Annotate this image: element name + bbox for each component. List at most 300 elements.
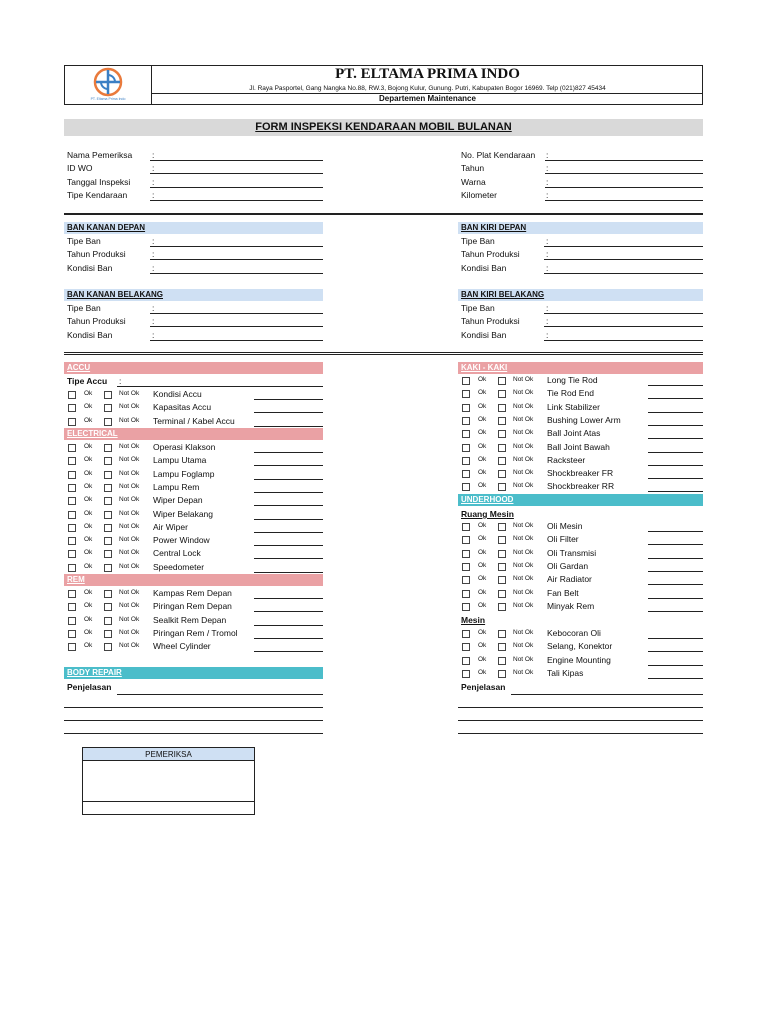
colon: : [546,176,549,187]
ok-checkbox[interactable] [68,511,76,519]
check-item-note[interactable] [648,398,703,399]
ok-checkbox[interactable] [68,391,76,399]
check-item-label: Kapasitas Accu [153,402,212,413]
not-ok-checkbox[interactable] [498,483,506,491]
check-item-label: Wiper Belakang [153,508,214,519]
check-item-note[interactable] [648,678,703,679]
not-ok-checkbox[interactable] [498,470,506,478]
tire-field-input[interactable] [150,273,323,274]
not-ok-checkbox[interactable] [498,590,506,598]
check-item-note[interactable] [648,531,703,532]
tire-field-label: Kondisi Ban [461,262,507,273]
ok-checkbox[interactable] [68,603,76,611]
check-item-note[interactable] [254,399,323,400]
ok-checkbox[interactable] [68,537,76,545]
ok-checkbox[interactable] [68,497,76,505]
ok-checkbox[interactable] [462,670,470,678]
check-item-note[interactable] [648,491,703,492]
kaki-section-title: KAKI - KAKI [458,362,703,374]
not-ok-checkbox[interactable] [104,537,112,545]
not-ok-label: Not Ok [513,376,534,383]
check-item-label: Engine Mounting [547,654,611,665]
not-ok-label: Not Ok [119,390,140,397]
check-item-note[interactable] [254,545,323,546]
ok-checkbox[interactable] [462,523,470,531]
check-item-note[interactable] [648,425,703,426]
check-item-note[interactable] [648,665,703,666]
check-item-note[interactable] [648,651,703,652]
ruang-mesin-label: Ruang Mesin [461,509,514,519]
check-item-note[interactable] [648,412,703,413]
check-item-label: Sealkit Rem Depan [153,614,227,625]
ok-label: Ok [84,589,93,596]
ok-label: Ok [84,615,93,623]
check-item-label: Air Wiper [153,521,188,532]
penjelasan-line[interactable] [64,720,323,721]
tire-field-label: Tahun Produksi [461,316,520,327]
tire-field-input[interactable] [150,326,323,327]
colon: : [152,236,155,246]
ok-label: Ok [84,642,93,650]
tire-field-input[interactable] [150,313,323,314]
not-ok-checkbox[interactable] [104,643,112,651]
form-title: FORM INSPEKSI KENDARAAN MOBIL BULANAN [64,119,703,136]
section-divider [64,352,703,355]
not-ok-label: Not Ok [513,402,534,410]
check-item-label: Kampas Rem Depan [153,588,232,598]
tire-field-label: Kondisi Ban [67,329,113,340]
check-item-note[interactable] [254,651,323,652]
info-left-field[interactable] [150,173,323,174]
check-item-note[interactable] [648,558,703,559]
tire-field-input[interactable] [150,259,323,260]
not-ok-checkbox[interactable] [498,390,506,398]
check-item-label: Wheel Cylinder [153,641,211,652]
ok-checkbox[interactable] [68,630,76,638]
info-right-label: No. Plat Kendaraan [461,150,536,160]
ok-label: Ok [84,509,93,517]
department-name: Departemen Maintenance [379,94,476,103]
not-ok-checkbox[interactable] [498,377,506,385]
penjelasan-line[interactable] [64,707,323,708]
tire-field-label: Kondisi Ban [461,329,507,340]
ok-label: Ok [84,549,93,557]
check-item-note[interactable] [254,505,323,506]
penjelasan-line[interactable] [458,707,703,708]
ok-label: Ok [84,390,93,397]
check-item-label: Shockbreaker FR [547,468,614,479]
check-item-note[interactable] [648,544,703,545]
check-item-label: Ball Joint Bawah [547,441,610,452]
ok-checkbox[interactable] [68,617,76,625]
ok-label: Ok [478,629,487,636]
ok-label: Ok [478,561,487,569]
ok-label: Ok [478,376,487,383]
not-ok-checkbox[interactable] [104,457,112,465]
rem-section-title: REM [64,574,323,586]
check-item-note[interactable] [254,638,323,639]
ok-label: Ok [478,442,487,450]
colon: : [546,189,549,200]
not-ok-label: Not Ok [119,509,140,517]
not-ok-checkbox[interactable] [498,444,506,452]
tipe-accu-field[interactable] [117,386,323,387]
not-ok-label: Not Ok [513,629,534,636]
penjelasan-line[interactable] [117,694,323,695]
check-item-note[interactable] [254,412,323,413]
not-ok-checkbox[interactable] [104,524,112,532]
ok-checkbox[interactable] [462,657,470,665]
ok-label: Ok [478,389,487,397]
check-item-note[interactable] [254,572,323,573]
colon: : [546,249,549,260]
info-right-label: Tahun [461,163,485,174]
not-ok-label: Not Ok [119,522,140,530]
colon: : [546,329,549,340]
not-ok-checkbox[interactable] [498,670,506,678]
check-item-note[interactable] [254,625,323,626]
ok-checkbox[interactable] [462,430,470,438]
check-item-note[interactable] [254,532,323,533]
ok-checkbox[interactable] [462,563,470,571]
check-item-label: Oli Mesin [547,521,583,531]
not-ok-checkbox[interactable] [498,643,506,651]
tire-field-input[interactable] [150,340,323,341]
check-item-note[interactable] [254,558,323,559]
check-item-note[interactable] [648,584,703,585]
check-item-note[interactable] [254,519,323,520]
not-ok-label: Not Ok [119,562,140,570]
ok-label: Ok [478,548,487,556]
info-right-field[interactable] [545,200,703,201]
ok-checkbox[interactable] [462,576,470,584]
not-ok-label: Not Ok [119,536,140,544]
penjelasan-line[interactable] [458,720,703,721]
ok-label: Ok [478,522,487,529]
tire-section-title: BAN KIRI BELAKANG [458,289,703,301]
ok-checkbox[interactable] [462,444,470,452]
not-ok-label: Not Ok [119,549,140,557]
penjelasan-line[interactable] [458,733,703,734]
penjelasan-line[interactable] [64,733,323,734]
colon: : [546,316,549,327]
ok-label: Ok [84,403,93,411]
ok-checkbox[interactable] [462,457,470,465]
ok-label: Ok [478,415,487,423]
tire-field-label: Tipe Ban [67,236,101,246]
ok-checkbox[interactable] [462,377,470,385]
check-item-note[interactable] [254,479,323,480]
ok-label: Ok [478,455,487,463]
check-item-note[interactable] [648,571,703,572]
body-repair-section-title: BODY REPAIR [64,667,323,679]
signature-title: PEMERIKSA [82,747,255,761]
not-ok-label: Not Ok [513,588,534,596]
accu-section-title: ACCU [64,362,323,374]
check-item-note[interactable] [648,452,703,453]
check-item-label: Ball Joint Atas [547,428,601,439]
check-item-label: Lampu Utama [153,455,207,466]
colon: : [546,236,549,246]
colon: : [152,316,155,327]
ok-label: Ok [84,602,93,610]
colon: : [152,329,155,340]
company-name: PT. ELTAMA PRIMA INDO [335,66,520,82]
ok-checkbox[interactable] [462,643,470,651]
ok-checkbox[interactable] [462,590,470,598]
not-ok-checkbox[interactable] [104,511,112,519]
check-item-label: Piringan Rem Depan [153,601,232,612]
not-ok-checkbox[interactable] [498,417,506,425]
check-item-label: Kondisi Accu [153,389,202,399]
ok-label: Ok [478,575,487,583]
check-item-label: Shockbreaker RR [547,481,615,492]
check-item-note[interactable] [648,598,703,599]
not-ok-checkbox[interactable] [498,630,506,638]
ok-label: Ok [478,482,487,490]
info-left-label: ID WO [67,163,93,174]
ok-label: Ok [84,628,93,636]
check-item-label: Bushing Lower Arm [547,414,621,425]
not-ok-checkbox[interactable] [104,603,112,611]
ok-label: Ok [478,588,487,596]
ok-checkbox[interactable] [462,603,470,611]
not-ok-checkbox[interactable] [498,657,506,665]
check-item-note[interactable] [254,465,323,466]
not-ok-checkbox[interactable] [498,603,506,611]
tire-section-title: BAN KANAN BELAKANG [64,289,323,301]
ok-checkbox[interactable] [68,457,76,465]
underhood-section-title: UNDERHOOD [458,494,703,506]
tire-field-input[interactable] [544,313,703,314]
not-ok-label: Not Ok [513,535,534,543]
info-right-field[interactable] [545,160,703,161]
ok-label: Ok [84,456,93,464]
ok-label: Ok [84,522,93,530]
check-item-note[interactable] [648,638,703,639]
ok-checkbox[interactable] [68,471,76,479]
ok-checkbox[interactable] [68,524,76,532]
not-ok-checkbox[interactable] [104,617,112,625]
ok-checkbox[interactable] [462,550,470,558]
check-item-label: Terminal / Kabel Accu [153,415,235,426]
check-item-label: Link Stabilizer [547,401,600,412]
check-item-label: Tie Rod End [547,388,594,399]
not-ok-label: Not Ok [119,615,140,623]
tire-field-input[interactable] [150,246,323,247]
not-ok-checkbox[interactable] [104,471,112,479]
check-item-note[interactable] [254,492,323,493]
section-divider [64,213,703,215]
not-ok-label: Not Ok [119,589,140,596]
check-item-label: Oli Gardan [547,560,589,571]
tire-field-label: Tipe Ban [67,303,101,313]
not-ok-checkbox[interactable] [104,497,112,505]
not-ok-checkbox[interactable] [498,550,506,558]
not-ok-label: Not Ok [513,522,534,529]
colon: : [546,150,549,160]
tire-field-label: Kondisi Ban [67,262,113,273]
penjelasan-line[interactable] [511,694,703,695]
check-item-note[interactable] [648,611,703,612]
check-item-note[interactable] [648,465,703,466]
not-ok-label: Not Ok [119,416,140,424]
tire-field-label: Tahun Produksi [67,249,126,260]
ok-label: Ok [478,429,487,437]
not-ok-label: Not Ok [119,642,140,650]
not-ok-checkbox[interactable] [104,404,112,412]
not-ok-label: Not Ok [513,655,534,663]
ok-label: Ok [478,601,487,609]
ok-label: Ok [478,535,487,543]
penjelasan-label: Penjelasan [67,682,112,692]
not-ok-label: Not Ok [513,668,534,676]
not-ok-checkbox[interactable] [104,590,112,598]
ok-checkbox[interactable] [68,484,76,492]
check-item-label: Oli Filter [547,534,579,545]
ok-label: Ok [84,482,93,490]
not-ok-label: Not Ok [119,456,140,464]
info-right-label: Warna [461,176,486,187]
ok-checkbox[interactable] [68,643,76,651]
penjelasan-label: Penjelasan [461,682,506,692]
not-ok-label: Not Ok [513,455,534,463]
tire-field-label: Tahun Produksi [461,249,520,260]
tire-field-input[interactable] [544,273,703,274]
ok-label: Ok [84,416,93,424]
colon: : [152,303,155,313]
not-ok-label: Not Ok [513,575,534,583]
check-item-label: Minyak Rem [547,600,595,611]
ok-checkbox[interactable] [462,470,470,478]
not-ok-label: Not Ok [119,443,140,450]
check-item-note[interactable] [648,385,703,386]
info-left-field[interactable] [150,200,323,201]
colon: : [152,262,155,273]
not-ok-checkbox[interactable] [498,430,506,438]
not-ok-checkbox[interactable] [104,444,112,452]
colon: : [152,163,155,174]
ok-checkbox[interactable] [462,630,470,638]
not-ok-checkbox[interactable] [498,563,506,571]
check-item-label: Power Window [153,535,210,546]
tire-field-input[interactable] [544,340,703,341]
colon: : [119,376,122,386]
tire-field-label: Tahun Produksi [67,316,126,327]
colon: : [546,262,549,273]
not-ok-label: Not Ok [513,389,534,397]
tipe-accu-label: Tipe Accu [67,376,108,386]
check-item-note[interactable] [648,438,703,439]
ok-label: Ok [478,402,487,410]
check-item-label: Wiper Depan [153,495,203,506]
info-right-field[interactable] [545,187,703,188]
check-item-note[interactable] [648,478,703,479]
not-ok-checkbox[interactable] [498,523,506,531]
info-left-field[interactable] [150,187,323,188]
company-address: Jl. Raya Pasportel, Gang Nangka No.88, RW.3, Bojong Kulur, Gunung. Putri, Kabupaten Bogor 16969. Telp (021)827 45434 [249,85,606,92]
check-item-note[interactable] [254,426,323,427]
not-ok-label: Not Ok [513,482,534,490]
ok-checkbox[interactable] [68,404,76,412]
not-ok-checkbox[interactable] [498,457,506,465]
check-item-label: Operasi Klakson [153,442,216,452]
ok-label: Ok [84,443,93,450]
not-ok-checkbox[interactable] [498,576,506,584]
not-ok-checkbox[interactable] [498,536,506,544]
check-item-label: Kebocoran Oli [547,628,601,638]
not-ok-checkbox[interactable] [104,630,112,638]
not-ok-label: Not Ok [119,482,140,490]
colon: : [152,249,155,260]
check-item-note[interactable] [254,611,323,612]
colon: : [152,176,155,187]
not-ok-label: Not Ok [513,601,534,609]
info-left-field[interactable] [150,160,323,161]
ok-checkbox[interactable] [462,536,470,544]
not-ok-label: Not Ok [513,548,534,556]
check-item-label: Lampu Foglamp [153,468,215,479]
check-item-note[interactable] [254,452,323,453]
check-item-label: Lampu Rem [153,481,200,492]
ok-label: Ok [84,496,93,504]
ok-checkbox[interactable] [68,550,76,558]
ok-checkbox[interactable] [462,404,470,412]
colon: : [152,189,155,200]
not-ok-label: Not Ok [513,429,534,437]
check-item-label: Fan Belt [547,587,579,598]
tire-section-title: BAN KANAN DEPAN [64,222,323,234]
not-ok-checkbox[interactable] [104,391,112,399]
not-ok-checkbox[interactable] [104,484,112,492]
not-ok-checkbox[interactable] [104,418,112,426]
not-ok-checkbox[interactable] [498,404,506,412]
not-ok-label: Not Ok [119,602,140,610]
not-ok-label: Not Ok [513,415,534,423]
check-item-label: Selang, Konektor [547,641,613,652]
check-item-label: Piringan Rem / Tromol [153,627,238,638]
electrical-section-title: ELECTRICAL [64,428,323,440]
check-item-label: Racksteer [547,454,586,465]
tire-field-label: Tipe Ban [461,236,495,246]
tire-field-input[interactable] [544,259,703,260]
ok-checkbox[interactable] [462,483,470,491]
check-item-label: Long Tie Rod [547,375,598,385]
ok-checkbox[interactable] [462,390,470,398]
colon: : [546,303,549,313]
ok-checkbox[interactable] [68,590,76,598]
ok-checkbox[interactable] [68,444,76,452]
not-ok-label: Not Ok [513,642,534,650]
info-right-field[interactable] [545,173,703,174]
not-ok-label: Not Ok [119,628,140,636]
check-item-label: Oli Transmisi [547,547,597,558]
ok-checkbox[interactable] [462,417,470,425]
ok-checkbox[interactable] [68,418,76,426]
not-ok-checkbox[interactable] [104,550,112,558]
not-ok-label: Not Ok [513,469,534,477]
check-item-label: Air Radiator [547,574,592,585]
not-ok-checkbox[interactable] [104,564,112,572]
tire-field-input[interactable] [544,326,703,327]
signature-name-line [82,801,255,802]
info-right-label: Kilometer [461,189,497,200]
ok-checkbox[interactable] [68,564,76,572]
not-ok-label: Not Ok [513,442,534,450]
check-item-note[interactable] [254,598,323,599]
colon: : [546,163,549,174]
tire-field-input[interactable] [544,246,703,247]
